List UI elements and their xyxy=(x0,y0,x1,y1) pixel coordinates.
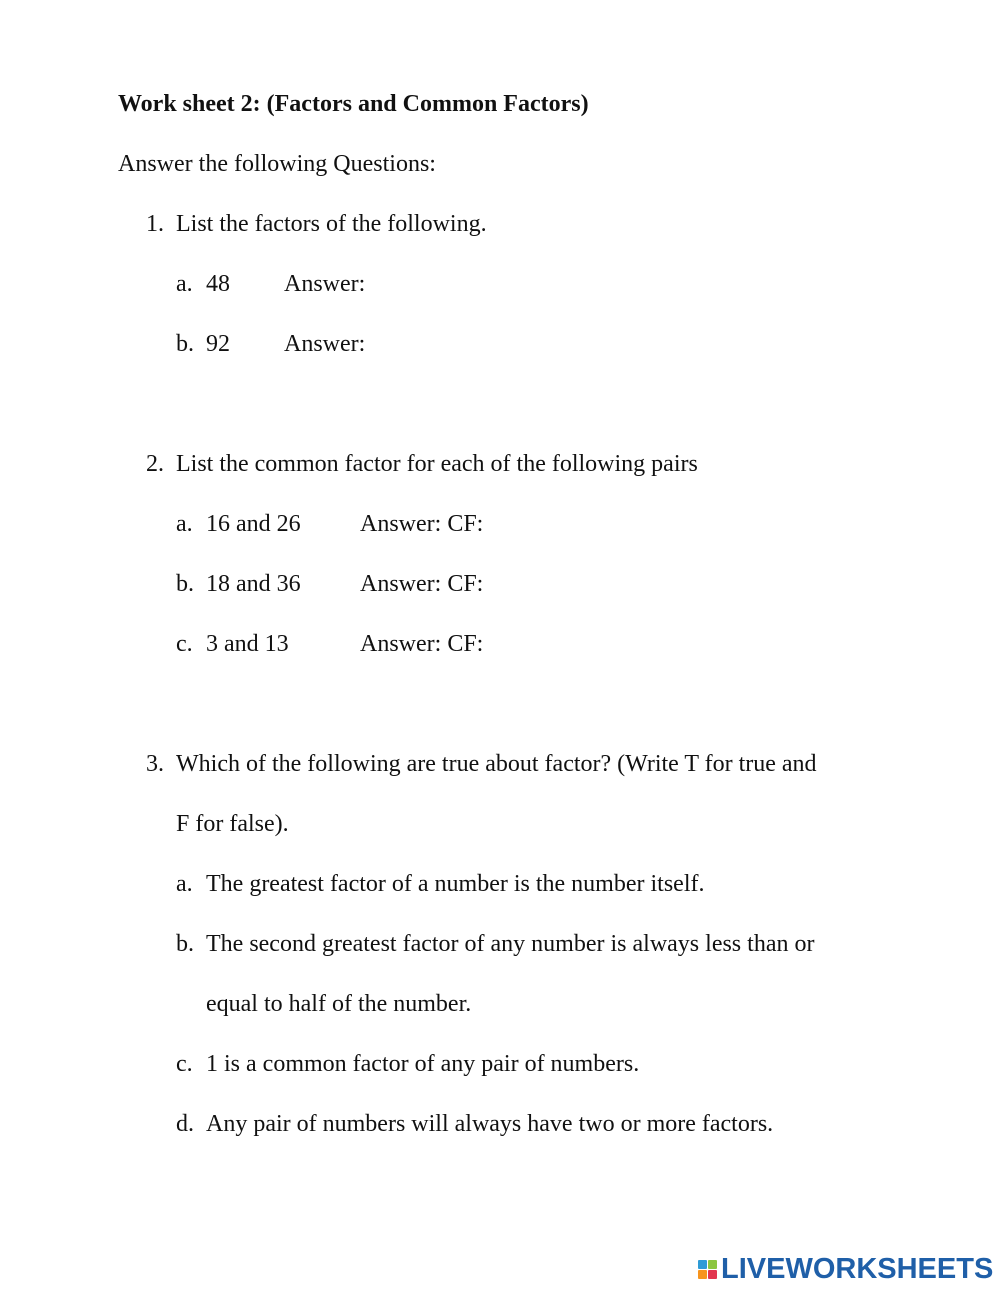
q3-item-d-text: Any pair of numbers will always have two or more factors. xyxy=(206,1111,774,1137)
q1-item-a-letter: a. xyxy=(176,271,193,297)
q2-item-b-answer-label: Answer: CF: xyxy=(360,571,484,597)
logo-square-3 xyxy=(698,1270,707,1279)
q2-item-b-letter: b. xyxy=(176,571,194,597)
logo-square-1 xyxy=(698,1260,707,1269)
q1-item-b-answer-label: Answer: xyxy=(284,331,366,357)
q1-item-a-answer-label: Answer: xyxy=(284,271,366,297)
question-3-number: 3. xyxy=(146,751,164,777)
q2-item-a-answer-label: Answer: CF: xyxy=(360,511,484,537)
worksheet-title: Work sheet 2: (Factors and Common Factors) xyxy=(118,91,589,117)
q2-item-c-letter: c. xyxy=(176,631,193,657)
q2-item-c-answer-label: Answer: CF: xyxy=(360,631,484,657)
liveworksheets-logo-icon xyxy=(698,1260,717,1279)
question-1-number: 1. xyxy=(146,211,164,237)
q3-item-b-text-line1: The second greatest factor of any number is always less than or xyxy=(206,931,815,957)
instruction-text: Answer the following Questions: xyxy=(118,151,436,177)
liveworksheets-logo xyxy=(698,1252,993,1286)
question-2-number: 2. xyxy=(146,451,164,477)
q2-item-b-value: 18 and 36 xyxy=(206,571,301,597)
question-3-text-line1: Which of the following are true about factor? (Write T for true and xyxy=(176,751,817,777)
q3-item-a-text: The greatest factor of a number is the number itself. xyxy=(206,871,705,897)
q3-item-a-letter: a. xyxy=(176,871,193,897)
q3-item-b-text-line2: equal to half of the number. xyxy=(206,991,472,1017)
q3-item-b-letter: b. xyxy=(176,931,194,957)
q2-item-a-letter: a. xyxy=(176,511,193,537)
logo-square-4 xyxy=(708,1270,717,1279)
logo-square-2 xyxy=(708,1260,717,1269)
q2-item-a-value: 16 and 26 xyxy=(206,511,301,537)
q1-item-b-value: 92 xyxy=(206,331,230,357)
q1-item-a-value: 48 xyxy=(206,271,230,297)
q3-item-d-letter: d. xyxy=(176,1111,194,1137)
question-3-text-line2: F for false). xyxy=(176,811,289,837)
logo-text: LIVEWORKSHEETS xyxy=(721,1252,994,1285)
q3-item-c-text: 1 is a common factor of any pair of numbers. xyxy=(206,1051,640,1077)
question-2-text: List the common factor for each of the following pairs xyxy=(176,451,698,477)
q3-item-c-letter: c. xyxy=(176,1051,193,1077)
q1-item-b-letter: b. xyxy=(176,331,194,357)
q2-item-c-value: 3 and 13 xyxy=(206,631,289,657)
question-1-text: List the factors of the following. xyxy=(176,211,487,237)
